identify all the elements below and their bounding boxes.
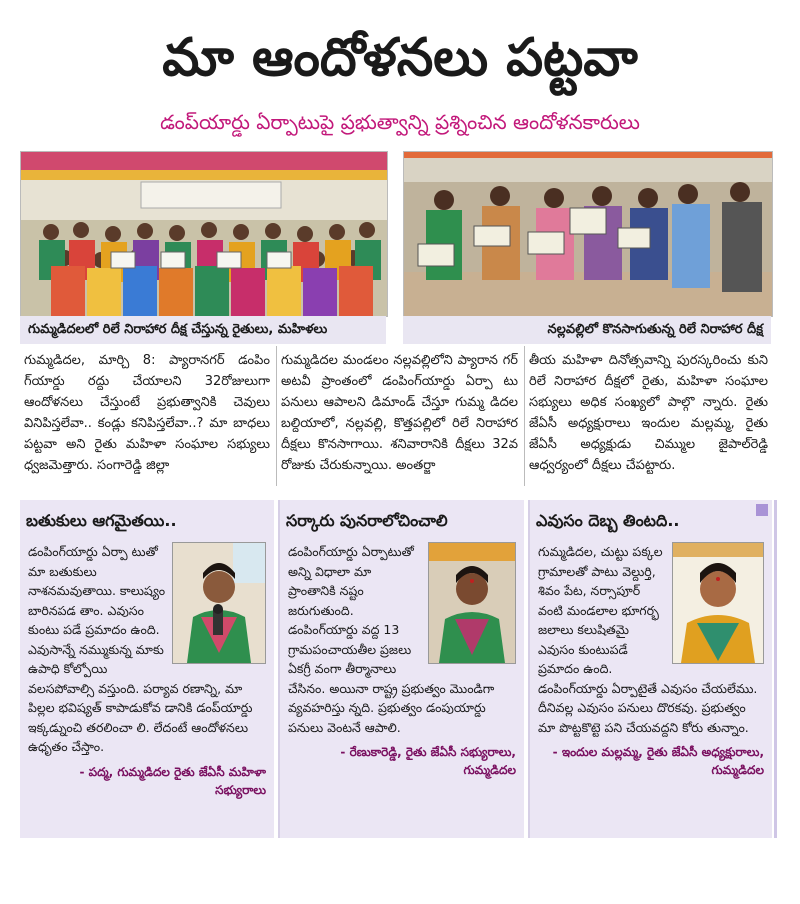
quote-body: డంపింగ్‌యార్డు ఏర్పాటుతో అన్ని విధాలా మా ప్రాంతానికి నష్టం జరుగుతుంది. డంపింగ్‌యార్డు వద్ద 13 గ్రామపంచాయతీల ప్రజలు ఏకగ్రీ వంగా తీర్మానాలు చేసినం. అయినా రాష్ట్ర ప్రభుత్వం మొండిగా వ్యవహరిస్తు న్నది. ప్రభుత్వం డంపుయార్డు పనులు వెంటనే ఆపాలి. [288, 544, 495, 735]
photo-caption-left: గుమ్మడిదలలో రిలే నిరాహార దీక్ష చేస్తున్న రైతులు, మహిళలు [20, 316, 386, 344]
photo-protest-farmers [403, 151, 773, 317]
article-column-2: గుమ్మడిదల మండలం నల్లవల్లిలోని ప్యారాన గర్ అటవీ ప్రాంతంలో డంపింగ్‌యార్డు ఏర్పా టు పనులు ఆపాలని డిమాండ్ చేస్తూ గుమ్మ డిదల బల్దియాలో, నల్లవల్లి, కొత్తపల్లిలో రిలే నిరాహార దీక్షలు కొనసాగాయి. శనివారానికి దీక్షలు 32వ రోజుకు చేరుకున్నాయి. అంతర్జా [276, 346, 522, 486]
quote-title: ఎవుసం దెబ్బ తింటది.. [536, 511, 680, 530]
quote-title: సర్కారు పునరాలోచించాలి [286, 511, 448, 530]
quote-body-container [288, 542, 516, 834]
headline: మా ఆందోళనలు పట్టవా [162, 28, 638, 88]
corner-marker [756, 504, 768, 516]
page-edge [774, 500, 777, 838]
portrait-illustration [429, 543, 515, 663]
quote-box-mallamma [528, 500, 772, 838]
quote-attribution: - పద్మ, గుమ్మడిదల రైతు జేఏసీ మహిళా సభ్యురాలు [79, 764, 266, 797]
article-column-3: తీయ మహిళా దినోత్సవాన్ని పురస్కరించు కుని రిలే నిరాహార దీక్షలో రైతు, మహిళా సంఘాల సభ్యులు అధిక సంఖ్యలో పాల్గొ న్నారు. రైతు జేఏసీ అధ్యక్షురాలు ఇందుల మల్లమ్మ, రైతు జేఏసీ అధ్యక్షుడు చిమ్ముల జైపాల్‌రెడ్డి ఆధ్వర్యంలో దీక్షలు చేపట్టారు. [524, 346, 772, 486]
subheadline: డంప్‌యార్డు ఏర్పాటుపై ప్రభుత్వాన్ని ప్రశ్నించిన ఆందోళనకారులు [160, 110, 640, 134]
quote-body-container [28, 542, 266, 834]
quote-body-container [538, 542, 764, 834]
portrait-illustration [673, 543, 763, 663]
portrait-mallamma [672, 542, 764, 664]
portrait-padma [172, 542, 266, 664]
quote-body: గుమ్మడిదల, చుట్టు పక్కల గ్రామాలతో పాటు వెల్దుర్తి, శివం పేట, నర్సాపూర్ వంటి మండలాల భూగర్భ జలాలు కలుషితమై ఎవుసం కుంటుపడే ప్రమాదం ఉంది. డంపింగ్‌యార్డు ఏర్పాటైతే ఎవుసం చేయలేము. దీనివల్ల ఎవుసం పనులు దొరకవు. ప్రభుత్వం మా పొట్టకొట్టె పని చేయవద్దని కోరు తున్నాం. [538, 544, 758, 735]
article-column-1: గుమ్మడిదల, మార్చి 8: ప్యారానగర్ డంపిం గ్‌యార్డు రద్దు చేయాలని 32రోజులుగా ఆందోళనలు చేస్తుంటే ప్రభుత్వానికి చెవులు వినిపిస్తలేవా.. కండ్లు కనిపిస్తలేవా..? మా బాధలు పట్టవా అని రైతు మహిళా సంఘాల సభ్యులు ధ్వజమెత్తారు. సంగారెడ్డి జిల్లా [24, 353, 270, 473]
portrait-illustration [173, 543, 265, 663]
photo-protest-women [20, 151, 388, 317]
quote-attribution: - ఇందుల మల్లమ్మ, రైతు జేఏసీ అధ్యక్షురాలు, గుమ్మడిదల [552, 745, 764, 777]
portrait-renuka [428, 542, 516, 664]
quote-attribution: - రేణుకారెడ్డి, రైతు జేఏసీ సభ్యురాలు, గుమ్మడిదల [340, 745, 516, 777]
quote-box-renuka [278, 500, 524, 838]
photo-caption-right: నల్లవల్లిలో కొనసాగుతున్న రిలే నిరాహార దీక్ష [403, 316, 771, 344]
photo-illustration [404, 152, 772, 316]
photo-illustration [21, 152, 387, 316]
quote-title: బతుకులు ఆగమైతయి.. [26, 511, 177, 530]
quote-body: డంపింగ్‌యార్డు ఏర్పా టుతో మా బతుకులు నాశనమవుతాయి. కాలుష్యం బారినపడ తాం. ఎవుసం కుంటు పడే ప్రమాదం ఉంది. ఎవుసాన్నే నమ్ముకున్న మాకు ఉపాధి కోల్పోయి వలసపోవాల్సి వస్తుంది. పర్యావ రణాన్ని, మా పిల్లల భవిష్యత్ కాపాడుకోవ డానికి డంప్‌యార్డు ఇక్కడ్నుంచి తరలించా లి. లేదంటే ఆందోళనలు ఉధృతం చేస్తాం. [28, 544, 253, 754]
quote-box-padma [20, 500, 274, 838]
